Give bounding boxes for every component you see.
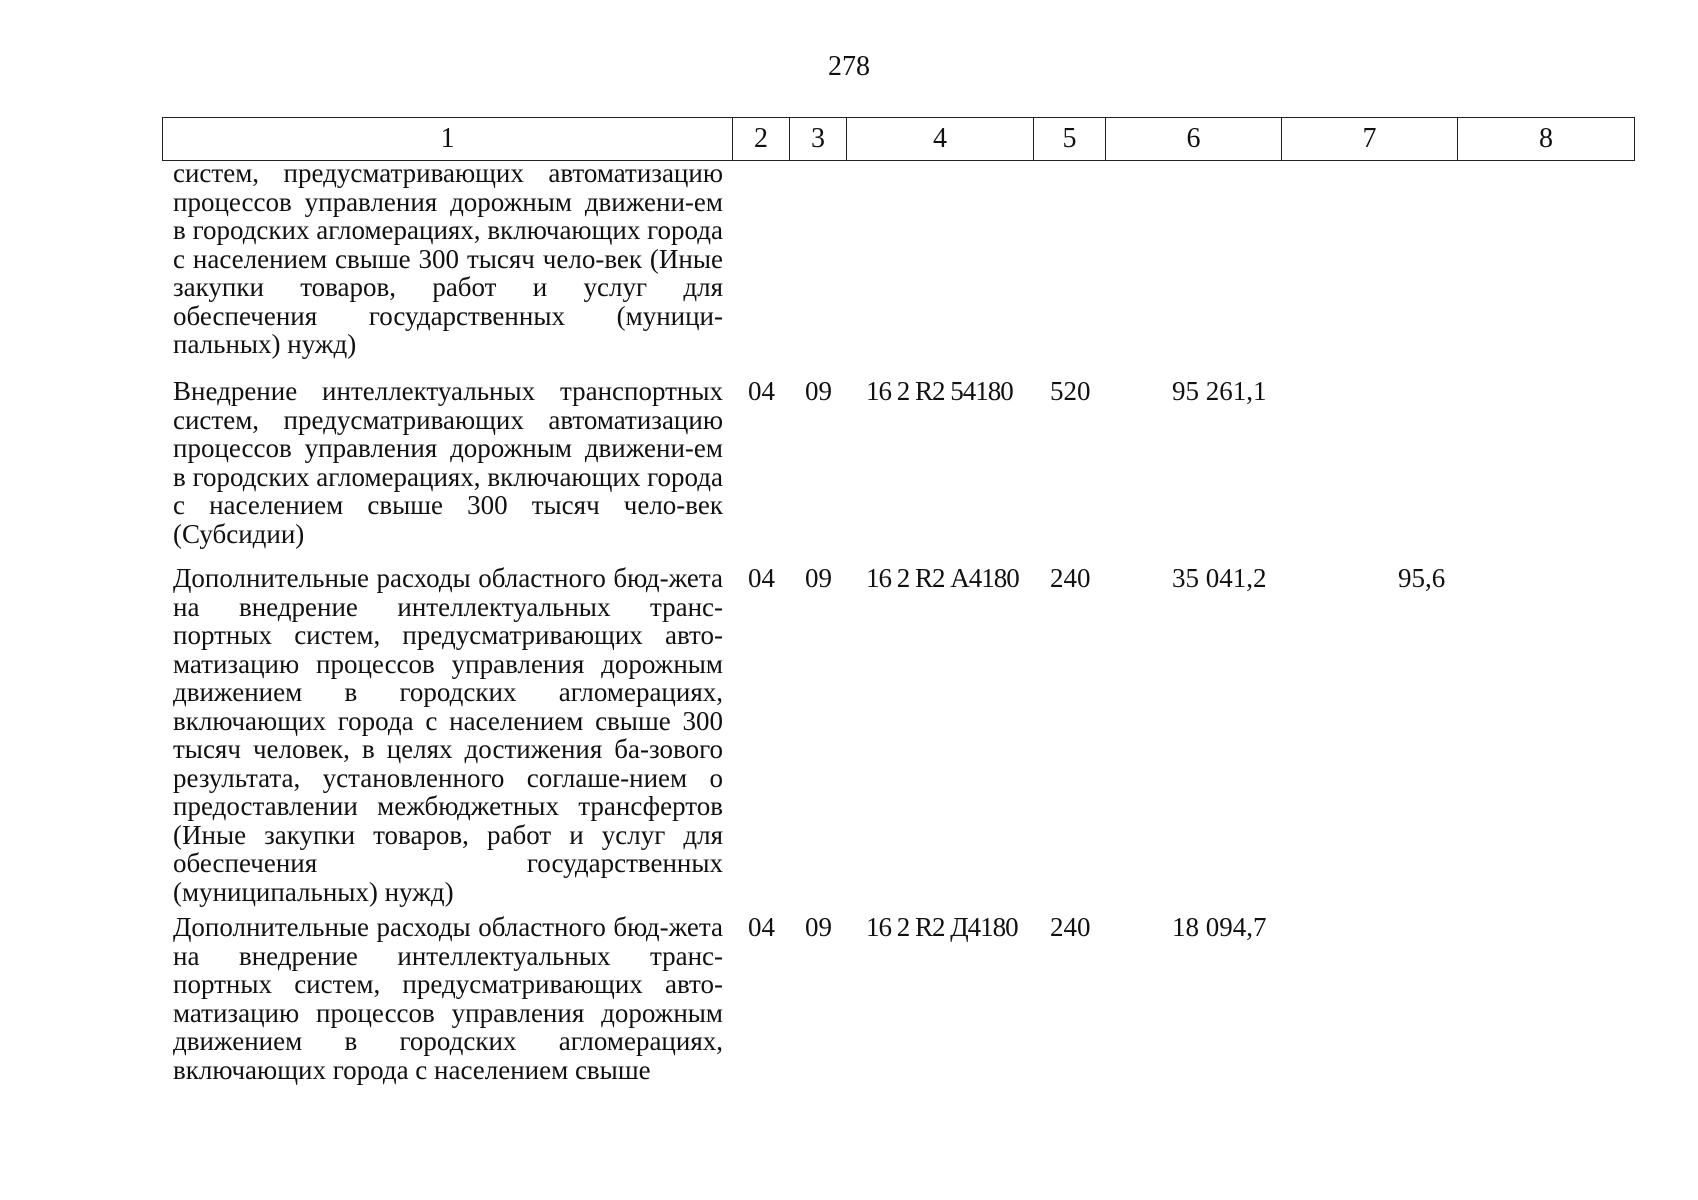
- table-cell-subsection: 09: [805, 376, 832, 406]
- column-header-5: 5: [1034, 118, 1106, 161]
- table-cell-section: 04: [748, 376, 775, 406]
- table-cell-expense-type: 240: [1050, 563, 1091, 593]
- table-row-description: Дополнительные расходы областного бюд-жета на внедрение интеллектуальных транс-портных систем, предусматривающих авто-матизацию процессов управления дорожным движением в городских агломерациях, включающих города с населением свыше 300 тысяч человек, в целях достижения ба-зового результата, установленного соглаше-нием о предоставлении межбюджетных трансфертов (Иные закупки товаров, работ и услуг для обеспечения государственных (муниципальных) нужд): [173, 563, 723, 907]
- table-cell-amount: 18 094,7: [1172, 912, 1267, 942]
- column-header-4: 4: [847, 118, 1034, 161]
- table-row-description: Дополнительные расходы областного бюд-жета на внедрение интеллектуальных транс-портных систем, предусматривающих авто-матизацию процессов управления дорожным движением в городских агломерациях, включающих города с населением свыше: [173, 912, 723, 1085]
- table-cell-target-article: 16 2 R2 54180: [866, 376, 1013, 406]
- column-header-6: 6: [1106, 118, 1282, 161]
- table-row-description: систем, предусматривающих автоматизацию процессов управления дорожным движени-ем в городских агломерациях, включающих города с населением свыше 300 тысяч чело-век (Иные закупки товаров, работ и услуг для обеспечения государственных (муници-пальных) нужд): [173, 158, 723, 359]
- table-cell-section: 04: [748, 563, 775, 593]
- table-cell-subsection: 09: [805, 912, 832, 942]
- table-cell-expense-type: 520: [1050, 376, 1091, 406]
- table-cell-column-7: 95,6: [1398, 563, 1446, 593]
- column-header-7: 7: [1282, 118, 1458, 161]
- column-header-1: 1: [163, 118, 733, 161]
- table-cell-target-article: 16 2 R2 А4180: [866, 563, 1019, 593]
- table-row-description: Внедрение интеллектуальных транспортных систем, предусматривающих автоматизацию процессов управления дорожным движени-ем в городских агломерациях, включающих города с населением свыше 300 тысяч чело-век (Субсидии): [173, 376, 723, 549]
- column-header-3: 3: [790, 118, 847, 161]
- table-cell-amount: 35 041,2: [1172, 563, 1267, 593]
- table-cell-subsection: 09: [805, 563, 832, 593]
- table-cell-section: 04: [748, 912, 775, 942]
- table-cell-amount: 95 261,1: [1172, 376, 1267, 406]
- column-header-8: 8: [1458, 118, 1635, 161]
- column-header-2: 2: [733, 118, 790, 161]
- page-number: 278: [828, 51, 870, 82]
- table-cell-expense-type: 240: [1050, 912, 1091, 942]
- table-cell-target-article: 16 2 R2 Д4180: [866, 912, 1018, 942]
